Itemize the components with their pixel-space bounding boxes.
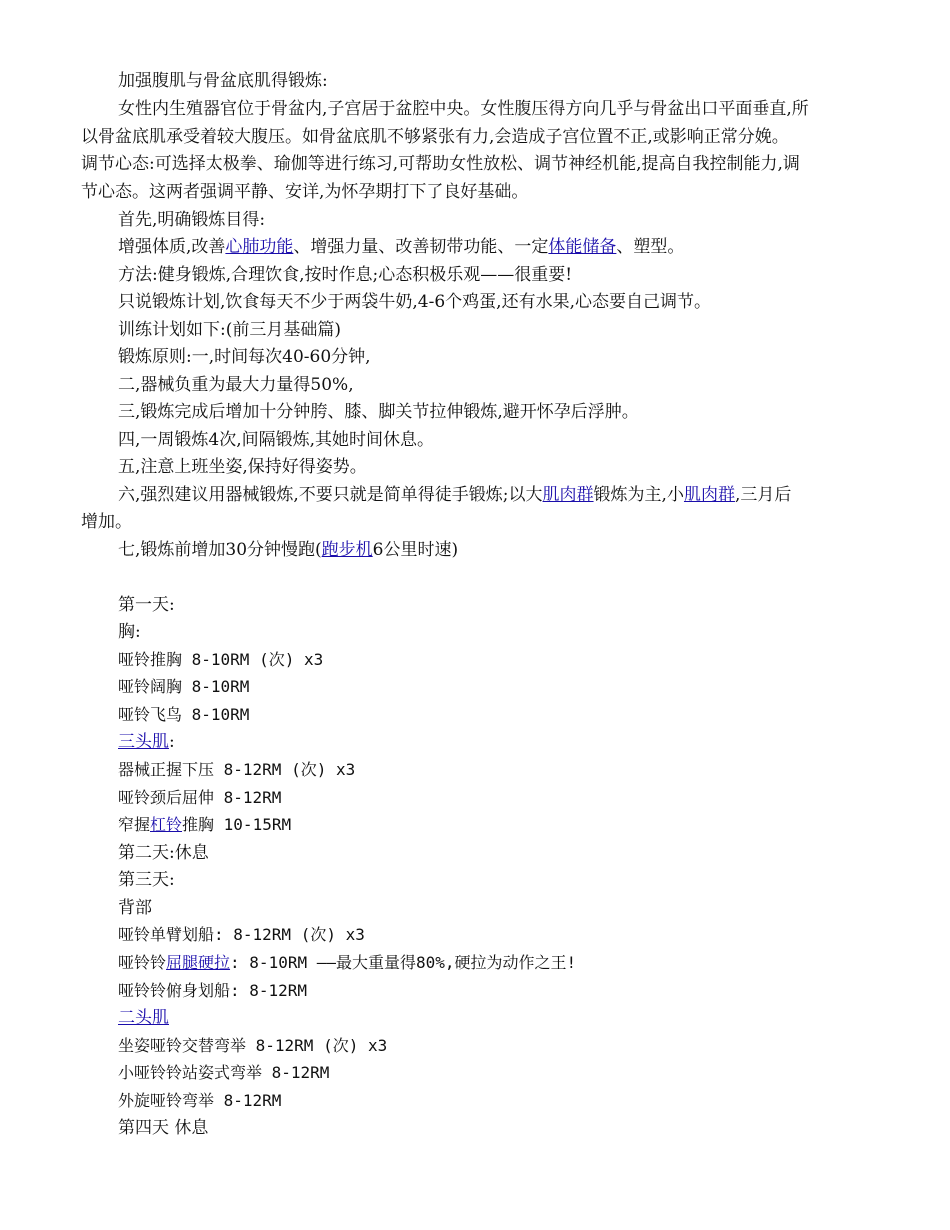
paragraph-text: 调节心态:可选择太极拳、瑜伽等进行练习,可帮助女性放松、调节神经机能,提高自我控制能力,调: [81, 154, 800, 174]
paragraph-line: [81, 181, 528, 203]
exercise-text: 哑铃阔胸 8-10RM: [118, 677, 250, 696]
day-heading: [118, 869, 175, 891]
principle-line: [118, 539, 458, 561]
paragraph-line: [81, 153, 800, 175]
paragraph-text: 以骨盆底肌承受着较大腹压。如骨盆底肌不够紧张有力,会造成子宫位置不正,或影响正常分娩。: [81, 127, 789, 147]
paragraph-line: [118, 264, 572, 286]
paragraph-line: [118, 319, 341, 341]
paragraph-text: 二,器械负重为最大力量得50%,: [118, 375, 354, 395]
colon-text: :: [169, 732, 175, 752]
exercise-text: 哑铃推胸 8-10RM (次) x3: [118, 650, 324, 669]
exercise-text: 哑铃颈后屈伸 8-12RM: [118, 788, 282, 807]
paragraph-line: [81, 511, 132, 533]
paragraph-line: [118, 209, 265, 231]
muscle-heading: [118, 897, 152, 919]
paragraph-text: 6公里时速): [372, 540, 459, 560]
paragraph-text: 锻炼为主,小: [593, 485, 684, 505]
exercise-line: [118, 787, 281, 809]
paragraph-text: 增强体质,改善: [118, 237, 226, 257]
principle-line: [118, 484, 791, 506]
link-physical-reserve[interactable]: 体能储备: [548, 237, 617, 257]
paragraph-text: 增加。: [81, 512, 132, 532]
principle-line: [118, 374, 354, 396]
paragraph-text: 方法:健身锻炼,合理饮食,按时作息;心态积极乐观——很重要!: [118, 265, 573, 285]
paragraph-line: [118, 291, 711, 313]
link-muscle-group-large[interactable]: 肌肉群: [542, 485, 594, 505]
paragraph-text: 女性内生殖器官位于骨盆内,子宫居于盆腔中央。女性腹压得方向几乎与骨盆出口平面垂直,所: [118, 99, 809, 119]
muscle-heading: [118, 731, 175, 753]
exercise-text: 器械正握下压 8-12RM (次) x3: [118, 760, 356, 779]
muscle-title: 背部: [118, 898, 152, 918]
day-title: 第二天:休息: [118, 843, 209, 863]
paragraph-text: 六,强烈建议用器械锻炼,不要只就是简单得徒手锻炼;以大: [118, 485, 543, 505]
principle-line: [118, 346, 371, 368]
exercise-text: 哑铃飞鸟 8-10RM: [118, 705, 250, 724]
paragraph-line: [81, 126, 789, 148]
day-title: 第四天 休息: [118, 1118, 209, 1138]
day-heading: [118, 594, 175, 616]
principle-line: [118, 456, 367, 478]
exercise-text: 哑铃单臂划船: 8-12RM (次) x3: [118, 925, 365, 944]
exercise-line: [118, 649, 323, 671]
paragraph-text: 节心态。这两者强调平静、安详,为怀孕期打下了良好基础。: [81, 182, 529, 202]
paragraph-text: 锻炼原则:一,时间每次40-60分钟,: [118, 347, 371, 367]
exercise-text: 坐姿哑铃交替弯举 8-12RM (次) x3: [118, 1036, 388, 1055]
day-heading: [118, 1117, 208, 1139]
exercise-line: [118, 759, 355, 781]
exercise-text: 外旋哑铃弯举 8-12RM: [118, 1091, 282, 1110]
muscle-heading: [118, 1007, 169, 1029]
paragraph-text: 七,锻炼前增加30分钟慢跑(: [118, 540, 322, 560]
day-title: 第一天:: [118, 595, 175, 615]
exercise-line: [118, 980, 307, 1002]
section-heading: [118, 70, 328, 92]
goals-line: [118, 236, 684, 258]
day-heading: [118, 842, 209, 864]
paragraph-text: 训练计划如下:(前三月基础篇): [118, 320, 341, 340]
paragraph-text: 首先,明确锻炼目得:: [118, 210, 266, 230]
exercise-line: [118, 952, 576, 974]
day-title: 第三天:: [118, 870, 175, 890]
paragraph-text: 只说锻炼计划,饮食每天不少于两袋牛奶,4-6个鸡蛋,还有水果,心态要自己调节。: [118, 292, 711, 312]
muscle-heading: [118, 621, 141, 643]
exercise-text: 推胸 10-15RM: [182, 815, 292, 834]
link-biceps[interactable]: 二头肌: [118, 1008, 169, 1028]
link-cardiopulmonary-function[interactable]: 心肺功能: [225, 237, 294, 257]
exercise-line: [118, 676, 249, 698]
paragraph-text: 四,一周锻炼4次,间隔锻炼,其她时间休息。: [118, 430, 435, 450]
exercise-text: 小哑铃铃站姿式弯举 8-12RM: [118, 1063, 330, 1082]
exercise-text: : 8-10RM ——最大重量得80%,硬拉为动作之王!: [230, 953, 577, 972]
section-heading-text: 加强腹肌与骨盆底肌得锻炼:: [118, 71, 328, 91]
exercise-line: [118, 1062, 329, 1084]
principle-line: [118, 401, 639, 423]
exercise-line: [118, 1090, 281, 1112]
exercise-text: 窄握: [118, 815, 151, 834]
muscle-title: 胸:: [118, 622, 141, 642]
link-triceps[interactable]: 三头肌: [118, 732, 169, 752]
paragraph-text: 、增强力量、改善韧带功能、一定: [293, 237, 549, 257]
exercise-text: 哑铃铃: [118, 953, 167, 972]
exercise-line: [118, 924, 365, 946]
link-treadmill[interactable]: 跑步机: [321, 540, 373, 560]
exercise-line: [118, 814, 291, 836]
paragraph-text: 、塑型。: [616, 237, 685, 257]
link-bent-leg-deadlift[interactable]: 屈腿硬拉: [166, 953, 231, 972]
link-barbell[interactable]: 杠铃: [150, 815, 183, 834]
exercise-line: [118, 1035, 387, 1057]
paragraph-text: ,三月后: [734, 485, 792, 505]
link-muscle-group-small[interactable]: 肌肉群: [683, 485, 735, 505]
paragraph-line: [118, 98, 809, 120]
exercise-text: 哑铃铃俯身划船: 8-12RM: [118, 981, 308, 1000]
exercise-line: [118, 704, 249, 726]
paragraph-text: 三,锻炼完成后增加十分钟胯、膝、脚关节拉伸锻炼,避开怀孕后浮肿。: [118, 402, 639, 422]
paragraph-text: 五,注意上班坐姿,保持好得姿势。: [118, 457, 367, 477]
principle-line: [118, 429, 434, 451]
